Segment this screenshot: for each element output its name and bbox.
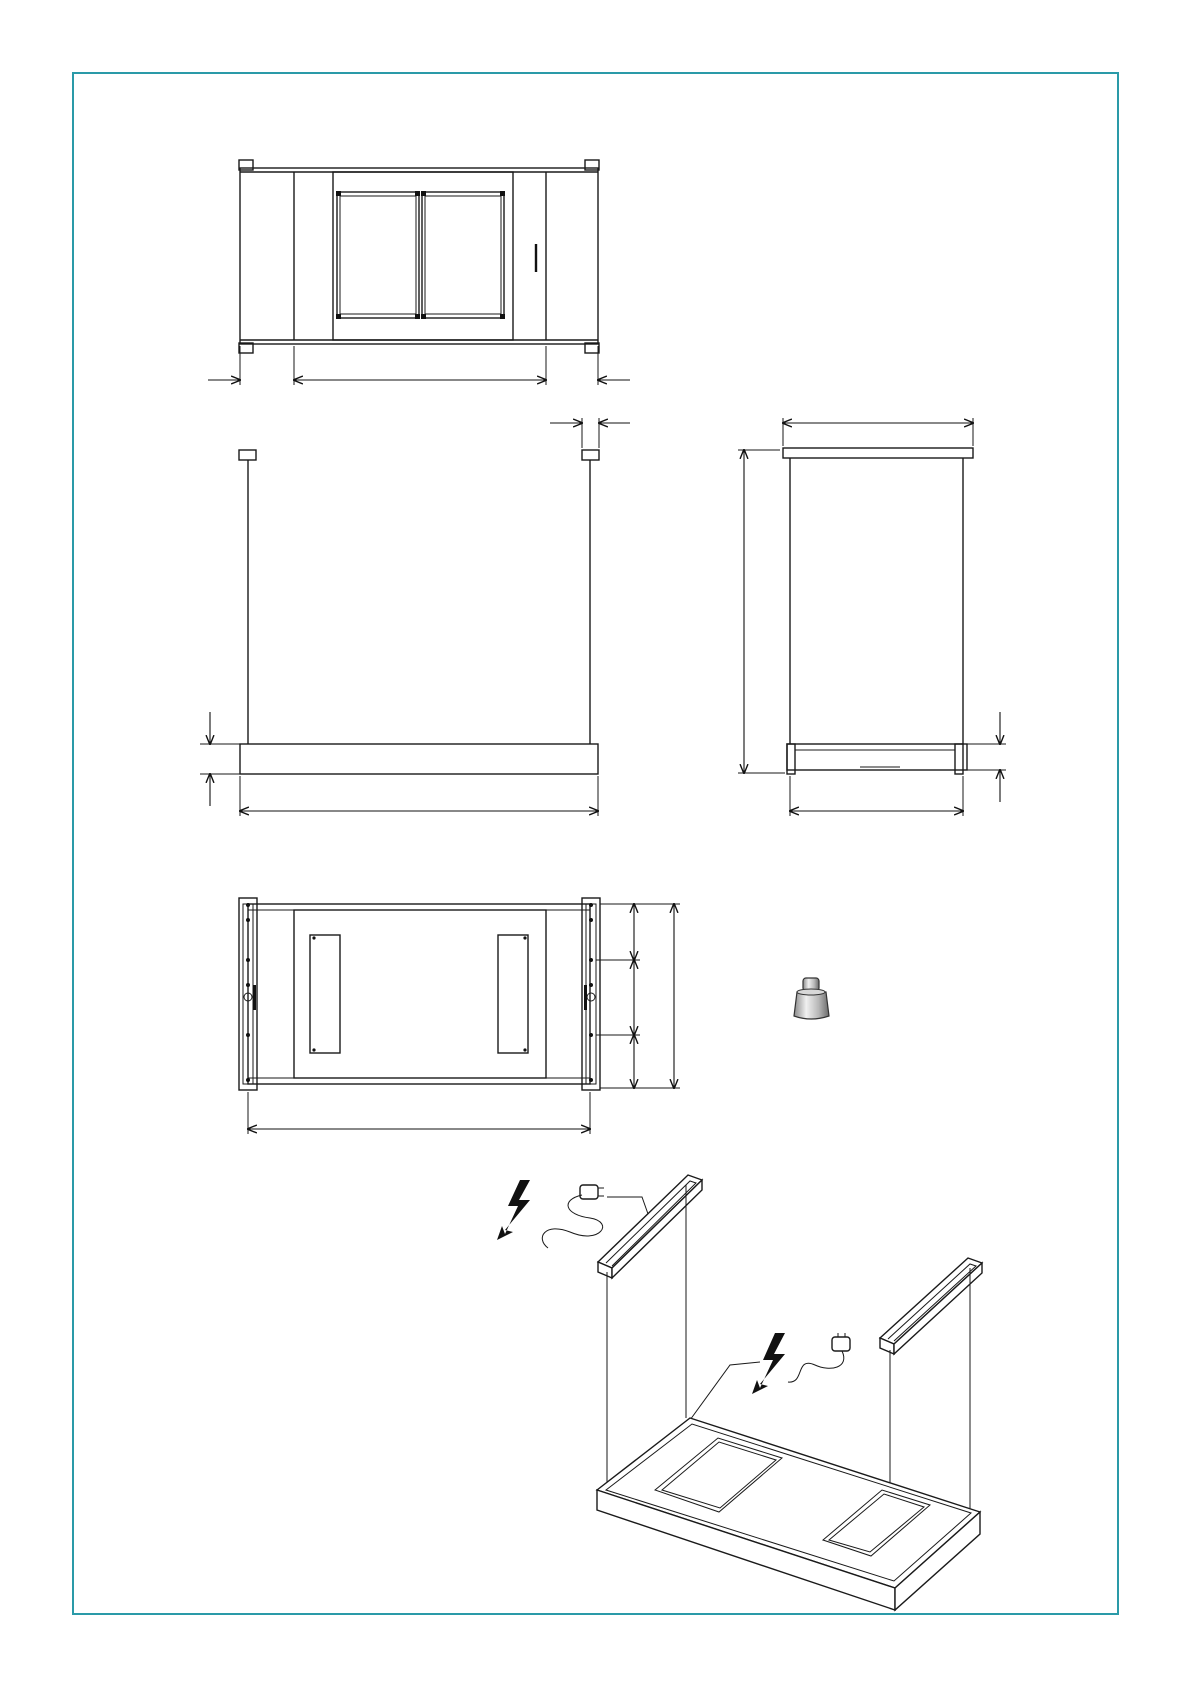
assembly-view: [497, 1175, 982, 1610]
plug-icon: [542, 1185, 604, 1248]
top-view: [208, 160, 630, 385]
lightning-icon: [752, 1333, 785, 1394]
lightning-icon: [497, 1180, 530, 1240]
front-view: [200, 418, 630, 816]
bottom-view: [239, 898, 680, 1134]
plug-icon: [788, 1333, 850, 1382]
weight-icon: [794, 978, 829, 1019]
sheet-border: [73, 73, 1118, 1614]
side-view: [738, 418, 1006, 816]
